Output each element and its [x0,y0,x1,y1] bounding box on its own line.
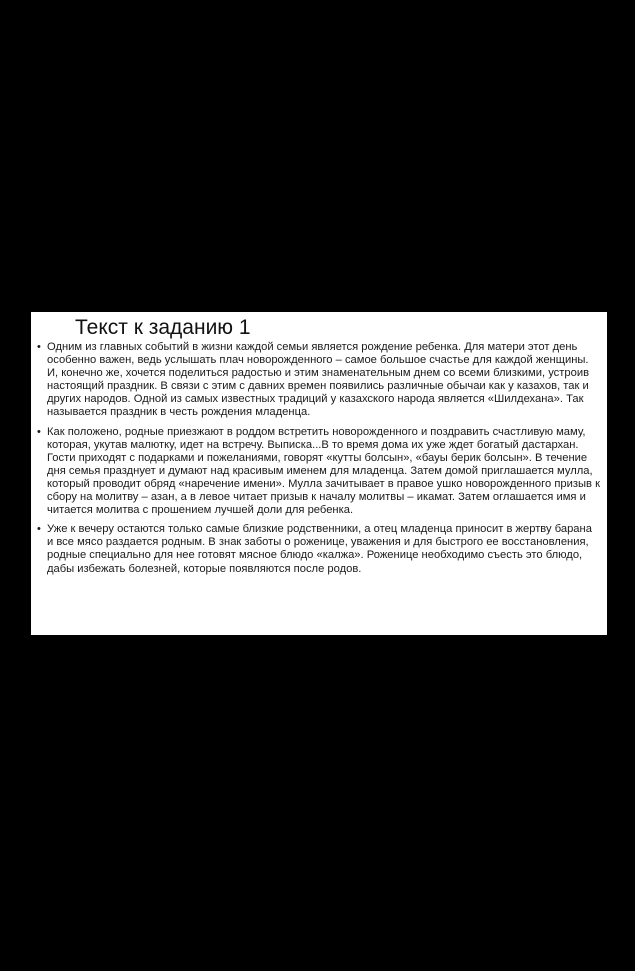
bullet-item [37,426,601,518]
bullet-marker: • [37,341,41,353]
bullet-text: Одним из главных событий в жизни каждой семьи является рождение ребенка. Для матери этот день особенно важен, ведь услышать плач новорожденного – самое большое счастье для каждой женщины. И, конечно же, хочется поделиться радостью и этим знаменательным днем со всеми близкими, устроив настоящий праздник. В связи с этим с давних времен появились различные обычаи как у казахов, так и других народов. Одной из самых известных традиций у казахского народа является «Шилдехана». Так называется праздник в честь рождения младенца. [47,341,590,419]
slide-title: Текст к заданию 1 [75,316,251,339]
bullet-text: Как положено, родные приезжают в роддом встретить новорожденного и поздравить счастливую маму, которая, укутав малютку, идет на встречу. Выписка...В то время дома их уже ждет богатый дастархан. Гости приходят с подарками и пожеланиями, говорят «кутты болсын», «бауы берик болсын». В течение дня семья празднует и думают над красивым именем для младенца. Затем домой приглашается мулла, который проводит обряд «наречение имени». Мулла зачитывает в правое ушко новорожденного призыв к сбору на молитву – азан, а в левое читает призыв к началу молитвы – икамат. Затем оглашается имя и читается молитва с прошением лучшей доли для ребенка. [47,425,600,517]
bullet-item [37,523,601,575]
bullet-marker: • [37,523,41,536]
bullet-list [37,341,601,576]
bullet-marker: • [37,425,41,438]
bullet-item [37,341,601,420]
bullet-text: Уже к вечеру остаются только самые близкие родственники, а отец младенца приносит в жертву барана и все мясо раздается родным. В знак заботы о роженице, уважения и для быстрого ее восстановления, родные специально для нее готовят мясное блюдо «калжа». Роженице необходимо съесть это блюдо, дабы избежать болезней, которые появляются после родов. [47,523,592,575]
document-slide [31,312,607,635]
